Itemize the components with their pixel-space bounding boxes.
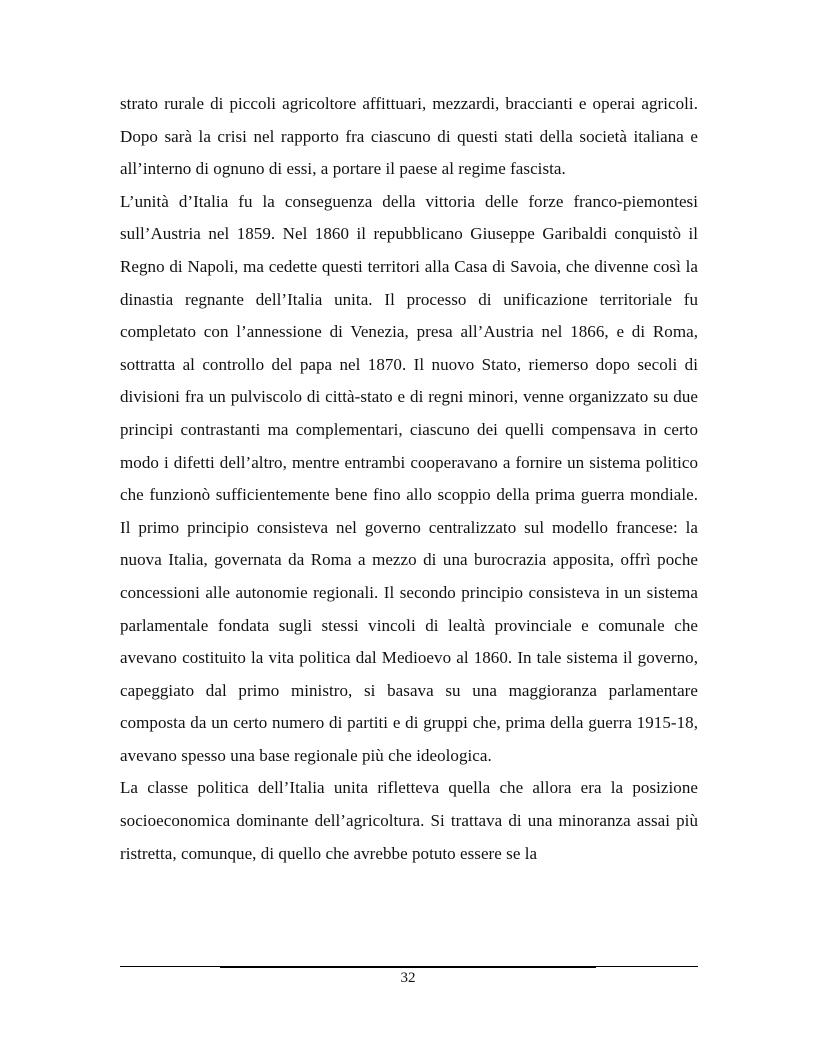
paragraph-2: L’unità d’Italia fu la conseguenza della vittoria delle forze franco-piemontesi sull’Austria nel 1859. Nel 1860 il repubblicano Giuseppe Garibaldi conquistò il Regno di Napoli, ma cedette questi territori alla Casa di Savoia, che divenne così la dinastia regnante dell’Italia unita. Il processo di unificazione territoriale fu completato con l’annessione di Venezia, presa all’Austria nel 1866, e di Roma, sottratta al controllo del papa nel 1870. Il nuovo Stato, riemerso dopo secoli di divisioni fra un pulviscolo di città-stato e di regni minori, venne organizzato su due principi contrastanti ma complementari, ciascuno dei quelli compensava in certo modo i difetti dell’altro, mentre entrambi cooperavano a fornire un sistema politico che funzionò sufficientemente bene fino allo scoppio della prima guerra mondiale. Il primo principio consisteva nel governo centralizzato sul modello francese: la nuova Italia, governata da Roma a mezzo di una burocrazia apposita, offrì poche concessioni alle autonomie regionali. Il secondo principio consisteva in un sistema parlamentale fondata sugli stessi vincoli di lealtà provinciale e comunale che avevano costituito la vita politica dal Medioevo al 1860. In tale sistema il governo, capeggiato dal primo ministro, si basava su una maggioranza parlamentare composta da un certo numero di partiti e di gruppi che, prima della guerra 1915-18, avevano spesso una base regionale più che ideologica. (120, 191, 698, 765)
footer-rule-thick (220, 966, 596, 968)
page-number: 32 (400, 970, 416, 986)
paragraph-1: strato rurale di piccoli agricoltore affittuari, mezzardi, braccianti e operai agricoli. Dopo sarà la crisi nel rapporto fra ciascuno di questi stati della società italiana e all’interno di ognuno di essi, a portare il paese al regime fascista. (120, 94, 698, 179)
paragraph-3: La classe politica dell’Italia unita rifletteva quella che allora era la posizione socioeconomica dominante dell’agricoltura. Si trattava di una minoranza assai più ristretta, comunque, di quello che avrebbe potuto essere se la (120, 778, 698, 863)
footer-rule (120, 966, 698, 967)
page-body (120, 88, 698, 870)
